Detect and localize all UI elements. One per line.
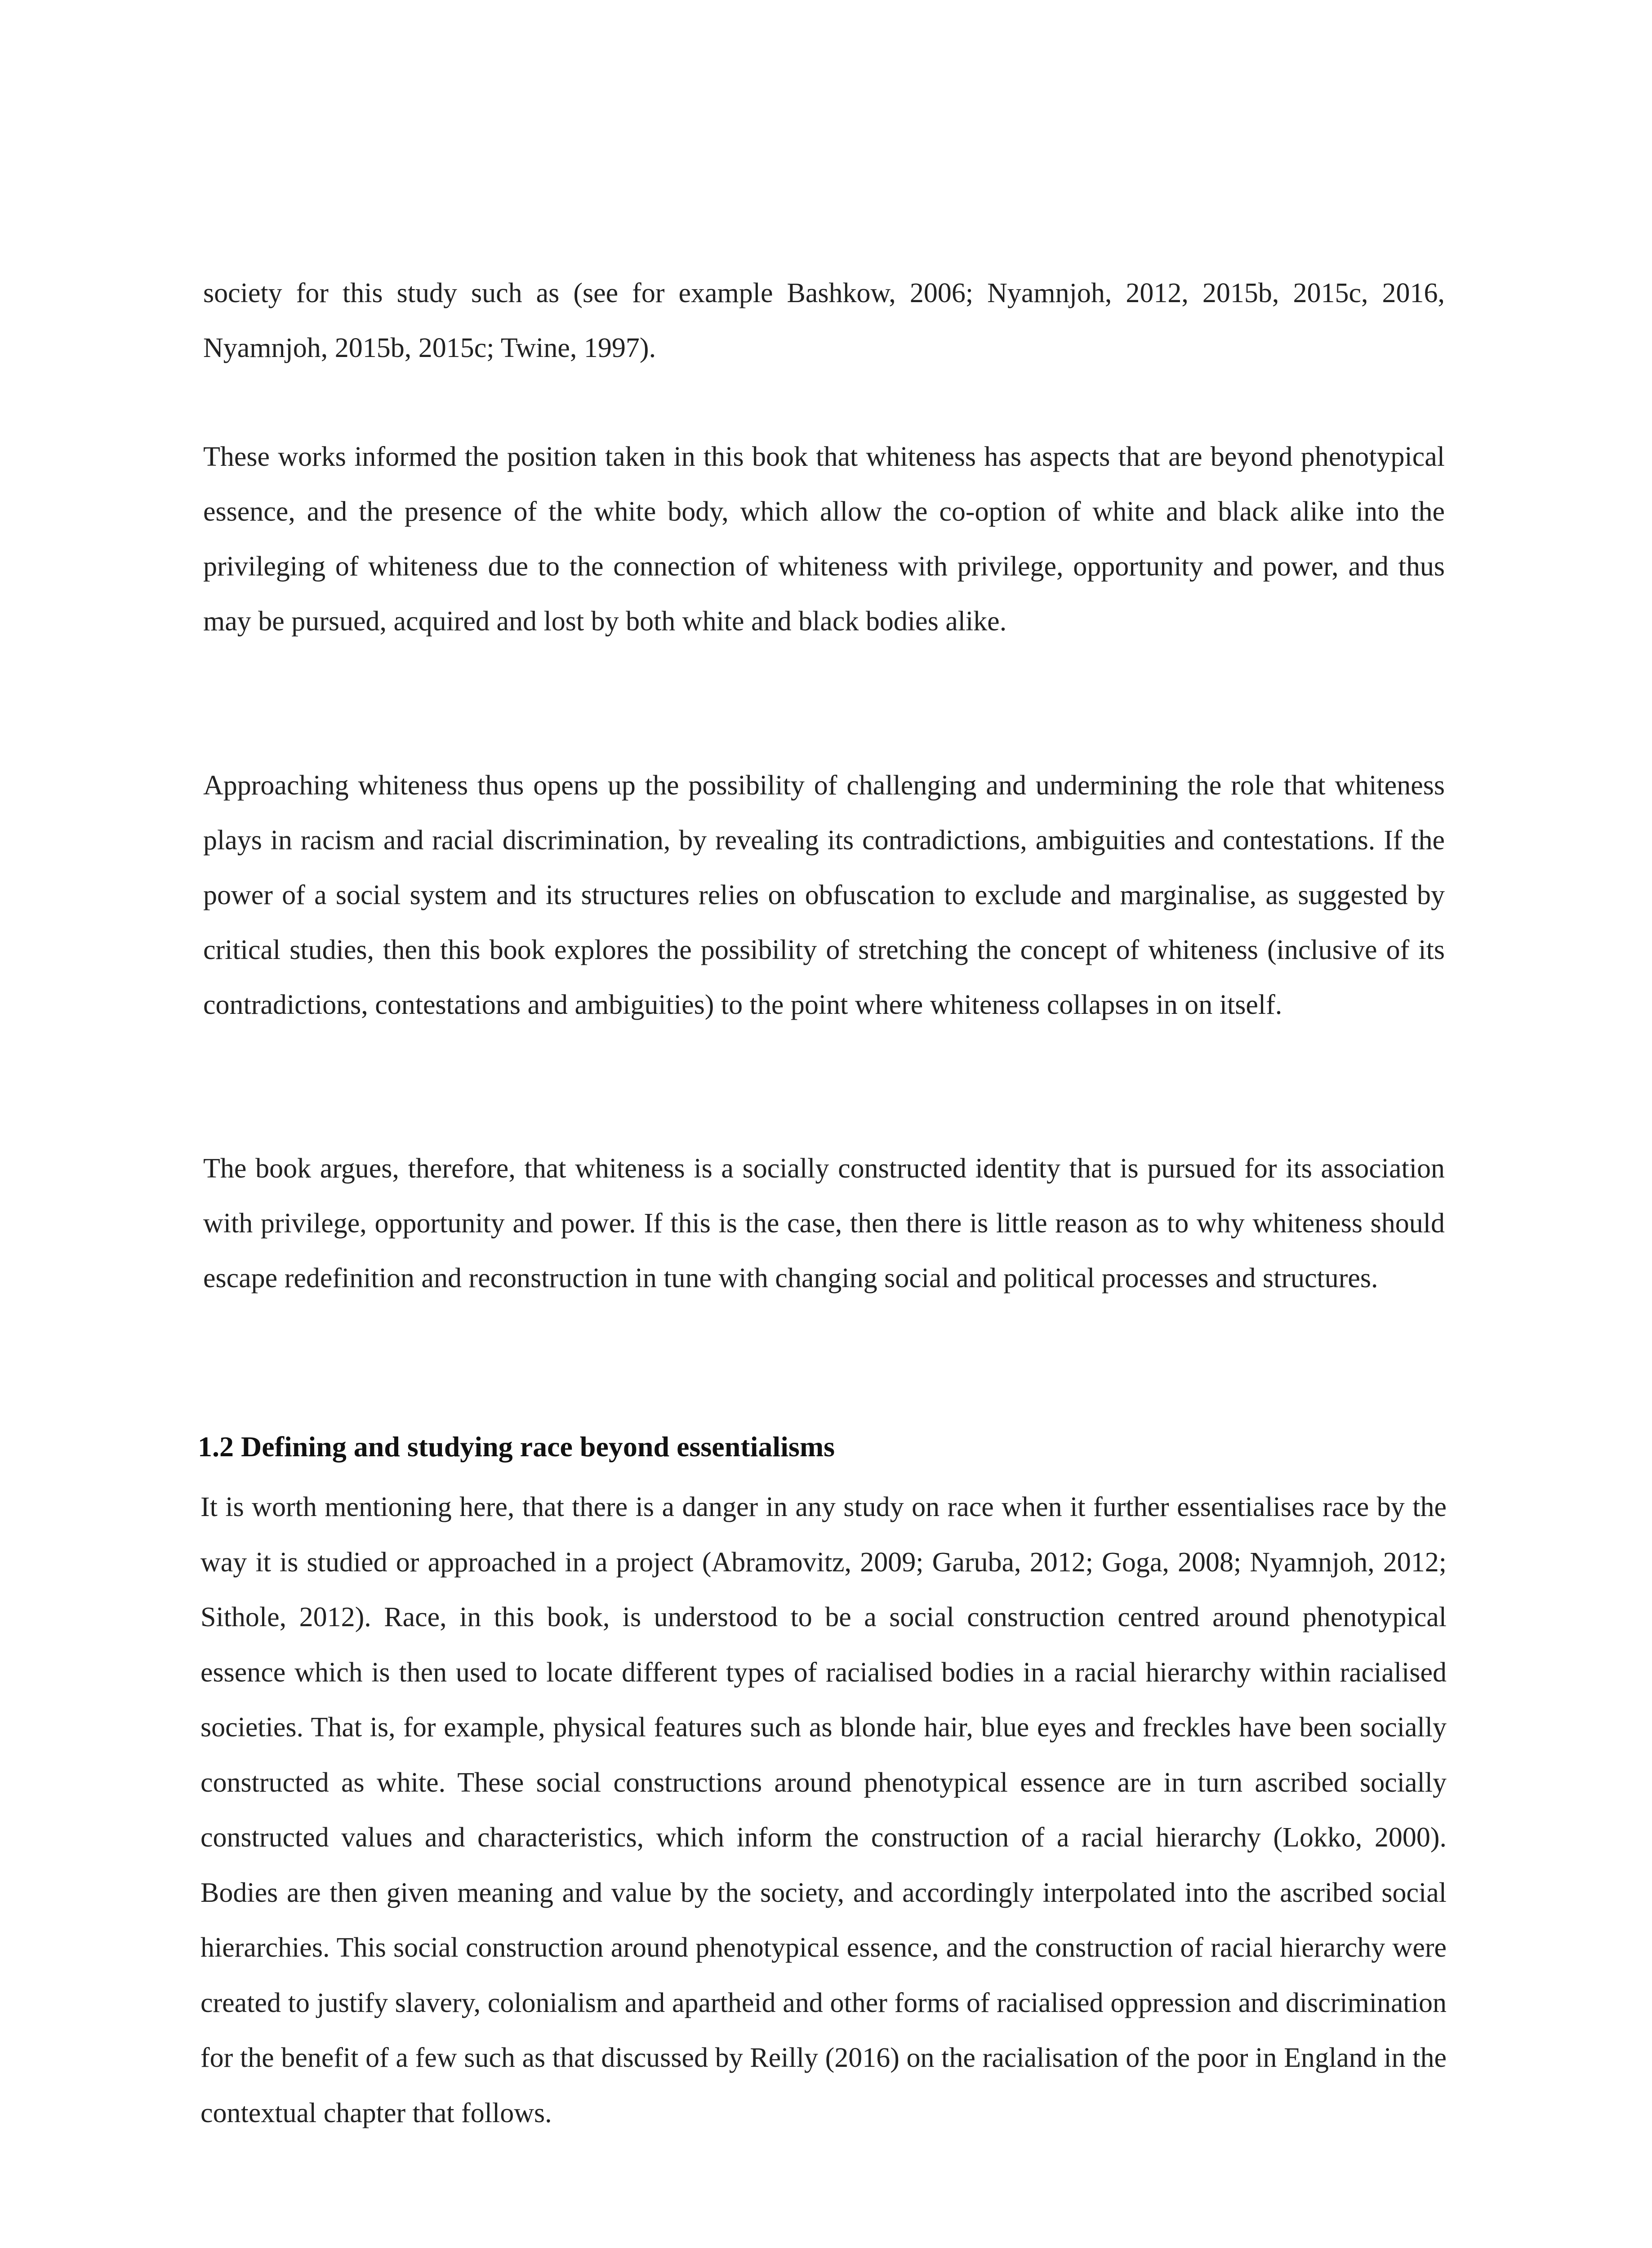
section-paragraph: It is worth mentioning here, that there is a danger in any study on race when it further essentialises race by the way it is studied or approached in a project (Abramovitz, 2009; Garuba, 2012; Goga, 2008; Nyamnjoh, 2012; Sithole, 2012). Race, in this book, is understood to be a social construction centred around phenotypical essence which is then used to locate different types of racialised bodies in a racial hierarchy within racialised societies. That is, for example, physical features such as blonde hair, blue eyes and freckles have been socially constructed as white. These social constructions around phenotypical essence are in turn ascribed socially constructed values and characteristics, which inform the construction of a racial hierarchy (Lokko, 2000). Bodies are then given meaning and value by the society, and accordingly interpolated into the ascribed social hierarchies. This social construction around phenotypical essence, and the construction of racial hierarchy were created to justify slavery, colonialism and apartheid and other forms of racialised oppression and discrimination for the benefit of a few such as that discussed by Reilly (2016) on the racialisation of the poor in England in the contextual chapter that follows. [200,1492,1447,2128]
body-paragraph: society for this study such as (see for example Bashkow, 2006; Nyamnjoh, 2012, 2015b, 2015c, 2016, Nyamnjoh, 2015b, 2015c; Twine, 1997). [203,278,1445,363]
body-paragraph: The book argues, therefore, that whiteness is a socially constructed identity that is pursued for its association with privilege, opportunity and power. If this is the case, then there is little reason as to why whiteness should escape redefinition and reconstruction in tune with changing social and political processes and structures. [203,1153,1445,1293]
section-heading: 1.2 Defining and studying race beyond essentialisms [198,1431,835,1463]
body-paragraph: These works informed the position taken in this book that whiteness has aspects that are beyond phenotypical essence, and the presence of the white body, which allow the co-option of white and black alike into the privileging of whiteness due to the connection of whiteness with privilege, opportunity and power, and thus may be pursued, acquired and lost by both white and black bodies alike. [203,442,1445,637]
body-paragraph: Approaching whiteness thus opens up the possibility of challenging and undermining the role that whiteness plays in racism and racial discrimination, by revealing its contradictions, ambiguities and contestations. If the power of a social system and its structures relies on obfuscation to exclude and marginalise, as suggested by critical studies, then this book explores the possibility of stretching the concept of whiteness (inclusive of its contradictions, contestations and ambiguities) to the point where whiteness collapses in on itself. [203,770,1445,1020]
